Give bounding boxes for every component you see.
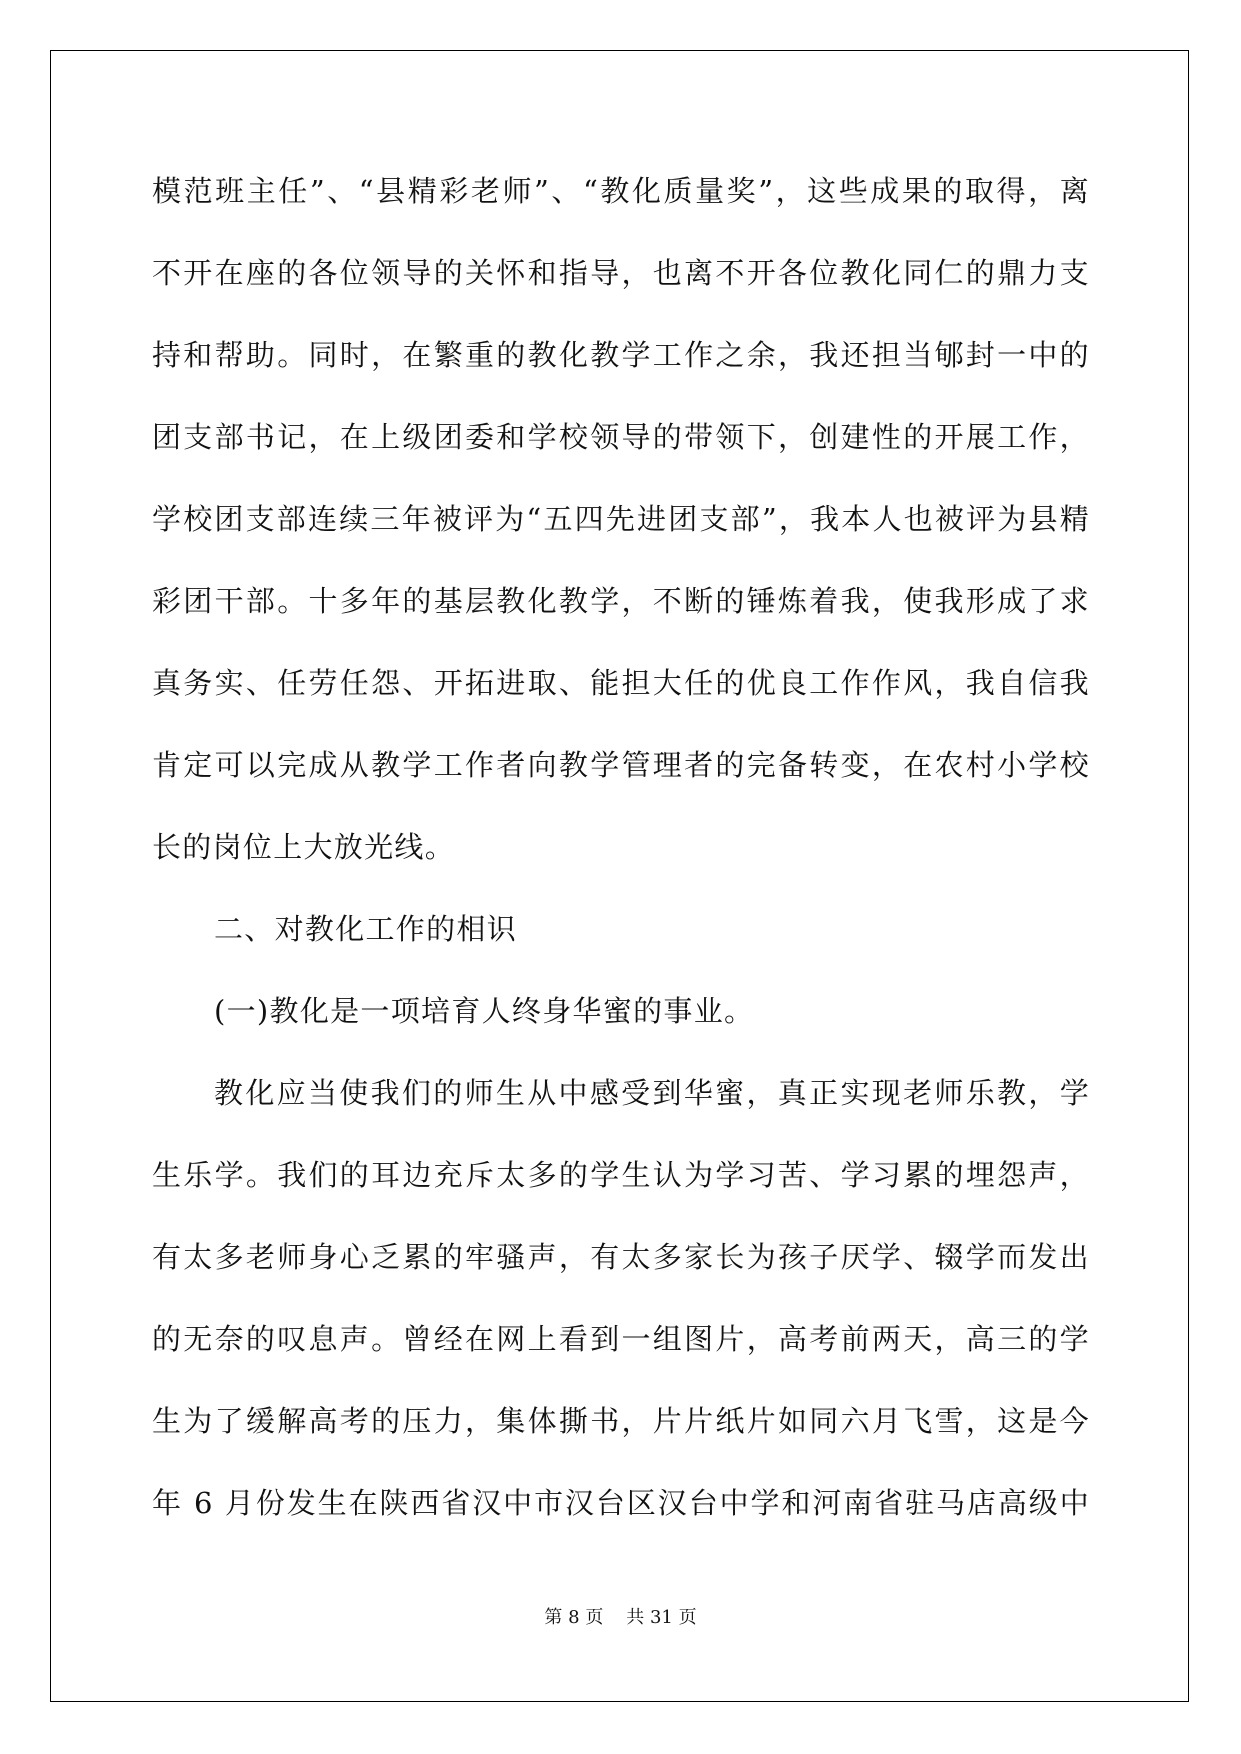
text-line: 彩团干部。十多年的基层教化教学，不断的锤炼着我，使我形成了求 — [152, 584, 1090, 618]
text-line: 团支部书记，在上级团委和学校领导的带领下，创建性的开展工作， — [152, 420, 1090, 454]
text-line: 模范班主任”、“县精彩老师”、“教化质量奖”，这些成果的取得，离 — [152, 174, 1090, 208]
text-line: 有太多老师身心乏累的牢骚声，有太多家长为孩子厌学、辍学而发出 — [152, 1240, 1090, 1274]
text-line: 生乐学。我们的耳边充斥太多的学生认为学习苦、学习累的埋怨声， — [152, 1158, 1090, 1192]
text-line: 生为了缓解高考的压力，集体撕书，片片纸片如同六月飞雪，这是今 — [152, 1404, 1090, 1438]
text-line: 持和帮助。同时，在繁重的教化教学工作之余，我还担当郇封一中的 — [152, 338, 1090, 372]
subsection-heading: (一)教化是一项培育人终身华蜜的事业。 — [214, 994, 755, 1028]
page-total: 共 31 页 — [626, 1607, 697, 1628]
page-number: 第 8 页 — [544, 1607, 604, 1628]
text-line: 肯定可以完成从教学工作者向教学管理者的完备转变，在农村小学校 — [152, 748, 1090, 782]
page-footer — [0, 1603, 1241, 1629]
document-body — [152, 163, 1090, 1557]
text-line: 学校团支部连续三年被评为“五四先进团支部”，我本人也被评为县精 — [152, 502, 1090, 536]
text-line: 长的岗位上大放光线。 — [152, 830, 456, 864]
text-line: 的无奈的叹息声。曾经在网上看到一组图片，高考前两天，高三的学 — [152, 1322, 1090, 1356]
text-line: 真务实、任劳任怨、开拓进取、能担大任的优良工作作风，我自信我 — [152, 666, 1090, 700]
section-heading: 二、对教化工作的相识 — [214, 912, 518, 946]
text-line: 不开在座的各位领导的关怀和指导，也离不开各位教化同仁的鼎力支 — [152, 256, 1090, 290]
text-line: 年 6 月份发生在陕西省汉中市汉台区汉台中学和河南省驻马店高级中 — [152, 1486, 1090, 1520]
text-line: 教化应当使我们的师生从中感受到华蜜，真正实现老师乐教，学 — [214, 1076, 1090, 1110]
